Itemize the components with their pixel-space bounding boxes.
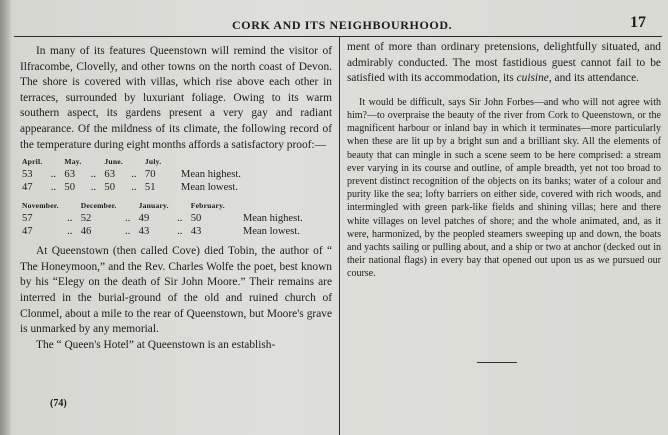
table-header-row	[22, 200, 303, 212]
text-run: and its attendance.	[551, 72, 639, 85]
temp-cell: 43	[190, 226, 202, 238]
signature-mark: (74)	[50, 398, 67, 409]
temp-cell: 63	[104, 169, 115, 181]
temp-cell: 46	[80, 226, 92, 238]
section-end-rule	[477, 362, 517, 363]
temp-cell: 49	[138, 213, 150, 225]
temperature-table-winter	[22, 200, 303, 238]
leader-dots: ..	[50, 182, 57, 194]
page-gutter-shadow	[0, 0, 12, 435]
month-header: February.	[190, 201, 225, 211]
row-label: Mean lowest.	[180, 182, 238, 194]
temp-cell: 47	[22, 226, 33, 238]
month-header: June.	[104, 157, 123, 167]
month-header: January.	[138, 201, 169, 211]
temp-cell: 43	[138, 226, 150, 238]
leader-dots: ..	[177, 226, 183, 238]
table-row	[22, 225, 303, 238]
table-row	[22, 181, 241, 194]
table-header-row	[22, 156, 241, 168]
right-column	[347, 40, 661, 281]
running-title: CORK AND ITS NEIGHBOURHOOD.	[232, 18, 453, 32]
paragraph-tobin-wolfe: At Queenstown (then called Cove) died Tobin, the author of “ The Honeymoon,” and the Rev. Charles Wolfe the poet, best known by his “Elegy on the death of Sir John Moore.” Their remains are interred in the burial-ground of the old and ruined church of Clonmel, about a mile to the rear of Queenstown, but Moore's grave is unmarked by any memorial.	[20, 245, 332, 336]
temp-cell: 53	[22, 169, 33, 181]
running-head	[0, 14, 668, 36]
page-number: 17	[630, 14, 646, 31]
temp-cell: 51	[144, 182, 156, 194]
forbes-quotation: It would be difficult, says Sir John Forbes—and who will not agree with him?—to overpraise the beauty of the river from Cork to Queenstown, or the magnificent harbour or inland bay in which it terminates—more particularly when these are lit up by a bright sun and a brilliant sky. All the elements of beauty that can mingle in such a scene seem to be here comprised: a stream ever varying in its course and outline, of ample breadth, yet not too broad to prevent distinct recognition of the objects on its banks; water of a colour and purity like the sea; lofty barriers on either side, covered with rich woods, and intermingled with green park-like fields and shining villas; here and there white villages on level patches of shore; and the whole animated, and, as it were, harmonized, by the peopled steamers sweeping up and down, the boats and yachts sailing or pulling about, and a ship or two at anchor (decked out in their national flags) in every bay that opened out upon us as we pursued our course.	[347, 96, 661, 280]
table-row	[22, 212, 303, 225]
month-header: May.	[64, 157, 82, 167]
leader-dots: ..	[124, 226, 131, 238]
month-header: April.	[22, 157, 43, 167]
temp-cell: 57	[22, 213, 33, 225]
row-label: Mean highest.	[242, 213, 303, 225]
month-header: December.	[80, 201, 117, 211]
table-row	[22, 168, 241, 181]
month-header: November.	[22, 201, 59, 211]
temp-cell: 50	[190, 213, 202, 225]
leader-dots: ..	[131, 169, 137, 181]
row-label: Mean lowest.	[242, 226, 300, 238]
temp-cell: 70	[144, 169, 156, 181]
leader-dots: ..	[67, 226, 73, 238]
temp-cell: 47	[22, 182, 33, 194]
header-rule	[14, 36, 662, 37]
leader-dots: ..	[90, 169, 97, 181]
paragraph-queenstown-intro: In many of its features Queenstown will remind the visitor of Ilfracombe, Clovelly, and other towns on the north coast of Devon. The shore is covered with villas, which rise above each other in terraces, surrounded by luxuriant foliage. Owing to its warm southern aspect, its gardens present a very gay and radiant appearance. Of the mildness of its climate, the following record of the temperature during eight months affords a satisfactory proof:—	[20, 45, 332, 151]
temp-cell: 50	[64, 182, 75, 194]
paragraph-queens-hotel: The “ Queen's Hotel” at Queenstown is an establish-	[36, 338, 276, 351]
temperature-table-spring-summer	[22, 156, 241, 194]
column-divider	[339, 37, 340, 435]
leader-dots: ..	[90, 182, 97, 194]
leader-dots: ..	[131, 182, 137, 194]
leader-dots: ..	[50, 169, 57, 181]
temp-cell: 50	[104, 182, 115, 194]
left-column	[20, 44, 332, 353]
paragraph-hotel-continued	[347, 40, 661, 87]
month-header: July.	[144, 157, 162, 167]
leader-dots: ..	[67, 213, 73, 225]
leader-dots: ..	[177, 213, 183, 225]
temp-cell: 63	[64, 169, 75, 181]
temp-cell: 52	[80, 213, 92, 225]
row-label: Mean highest.	[180, 169, 241, 181]
italic-word: cuisine,	[516, 72, 552, 85]
text-run: ment of more than ordinary pretensions, delightfully situated, and admirably conducted. The most fastidious guest cannot fail to be satisfied with its accommodation, its	[347, 41, 661, 85]
leader-dots: ..	[124, 213, 131, 225]
